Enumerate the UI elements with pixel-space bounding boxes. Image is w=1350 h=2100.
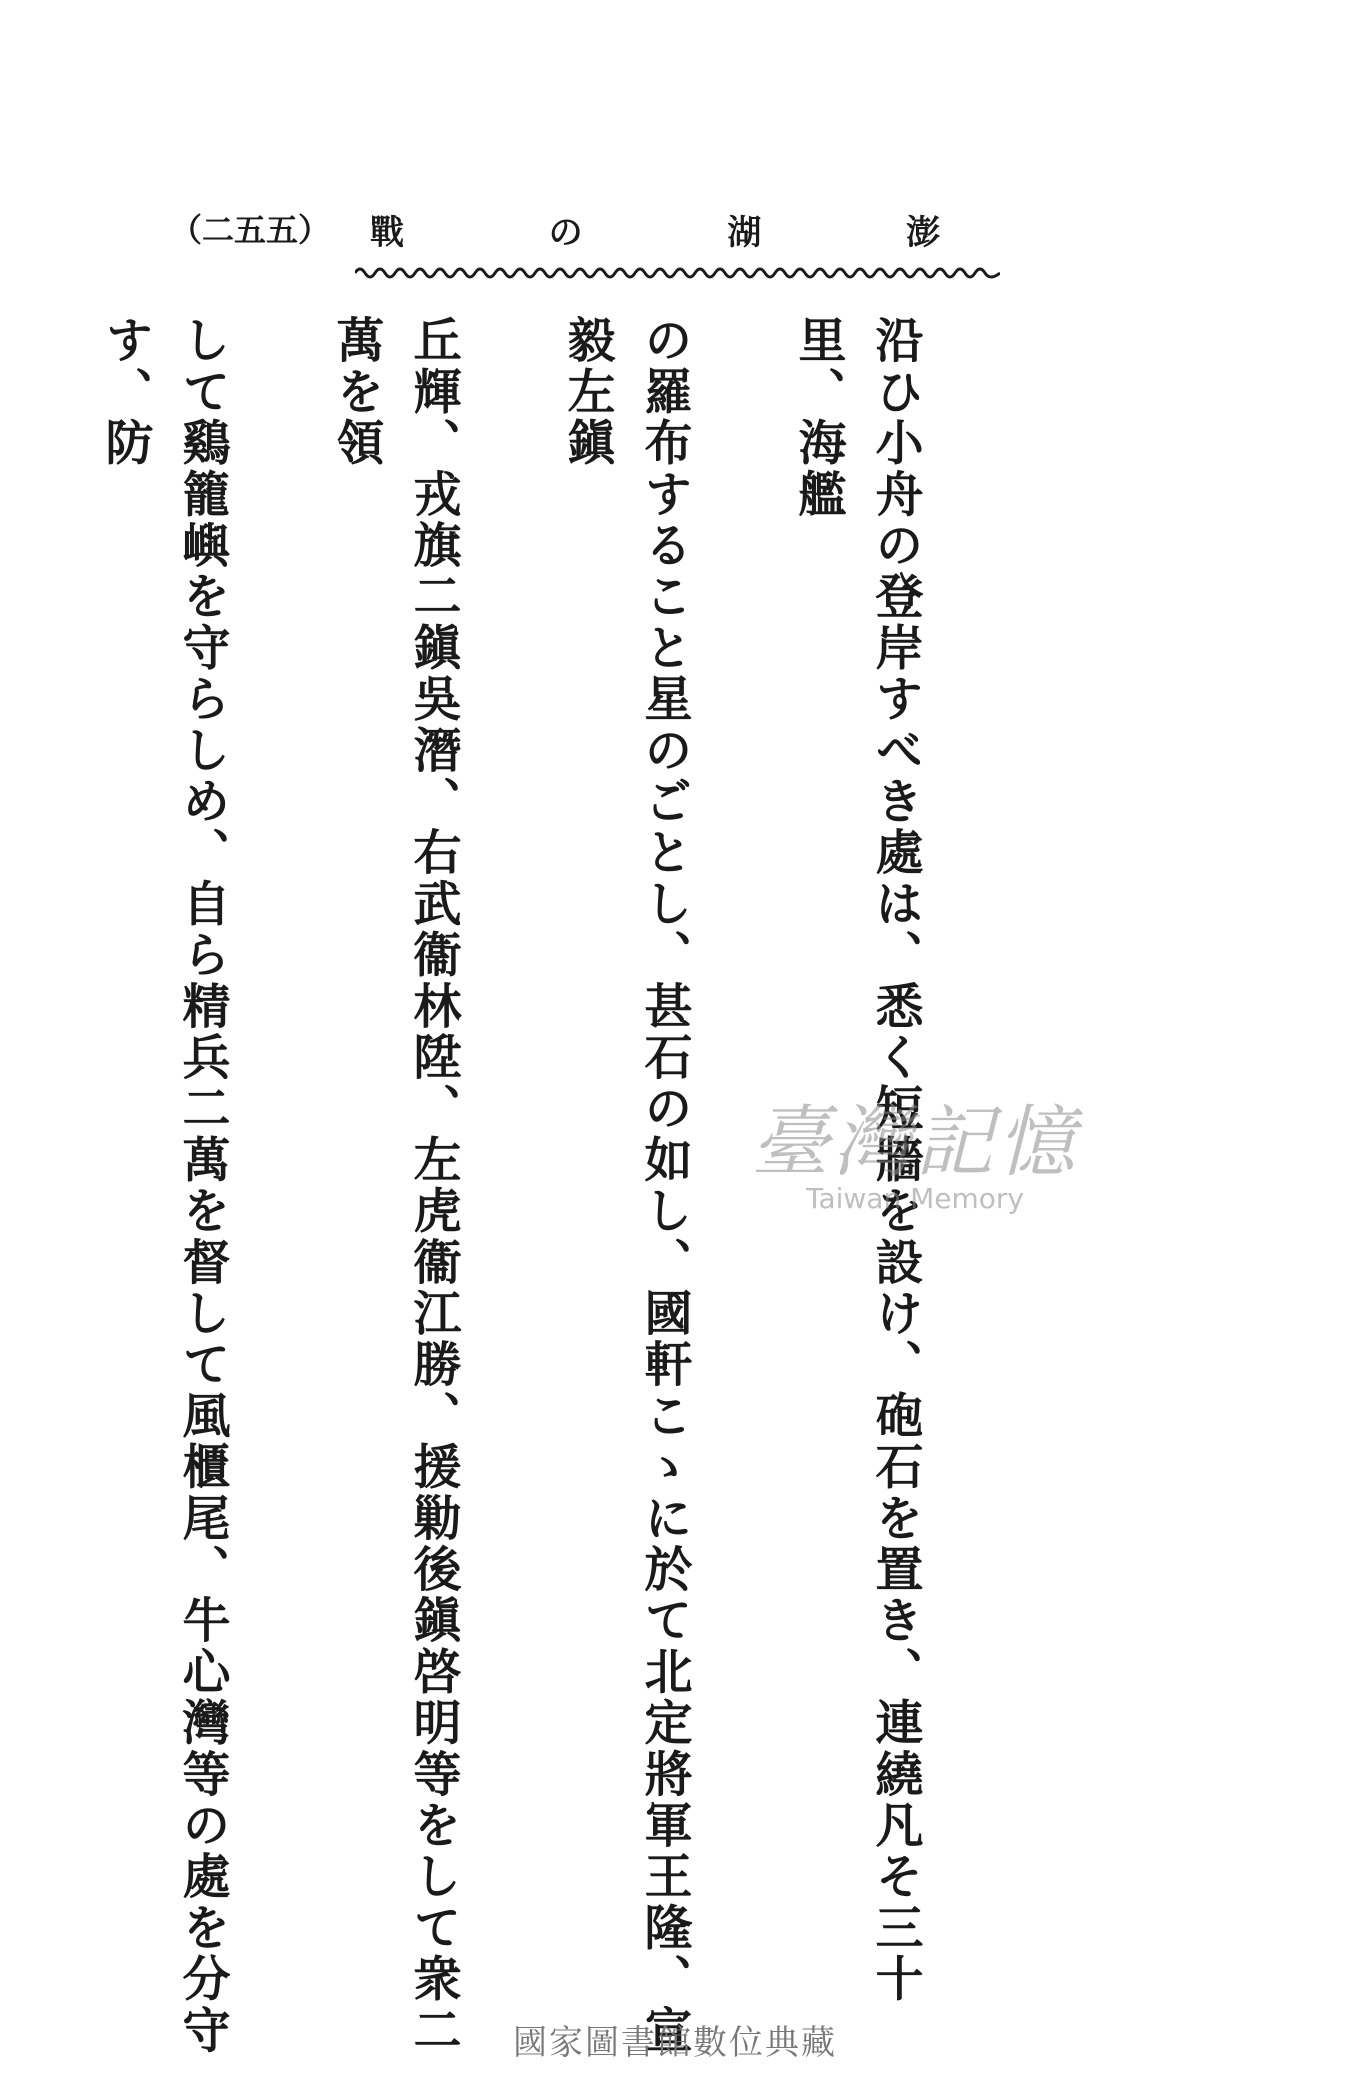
text-column: して鷄籠嶼を守らしめ、自ら精兵二萬を督して風櫃尾、牛心灣等の處を分守す、防: [97, 315, 230, 2056]
title-char: 戰: [370, 213, 404, 253]
running-title: [370, 205, 940, 254]
page-number: （二五五）: [170, 211, 331, 249]
footer-credit: 國家圖書館數位典藏: [513, 2023, 837, 2063]
watermark-logo-text: 臺灣記憶: [750, 1098, 1079, 1188]
text-column: 丘輝、戎旗二鎭吳潛、右武衞林陞、左虎衞江勝、援勦後鎭啓明等をして衆二萬を領: [328, 315, 461, 2056]
watermark: [690, 1080, 1140, 1215]
watermark-subtitle: Taiwan Memory: [806, 1182, 1024, 1215]
text-column: [0, 315, 9, 2060]
title-char: の: [548, 213, 583, 253]
title-char: 澎: [905, 213, 940, 253]
text-column: 沿ひ小舟の登岸すべき處は、悉く短牆を設け、砲石を置き、連繞凡そ三十里、海艦: [790, 315, 923, 2005]
wavy-divider: [355, 262, 1000, 284]
title-char: 湖: [727, 213, 762, 253]
text-column: の羅布すること星のごとし、甚石の如し、國軒こゝに於て北定將軍王隆、宣毅左鎭: [559, 315, 692, 2056]
